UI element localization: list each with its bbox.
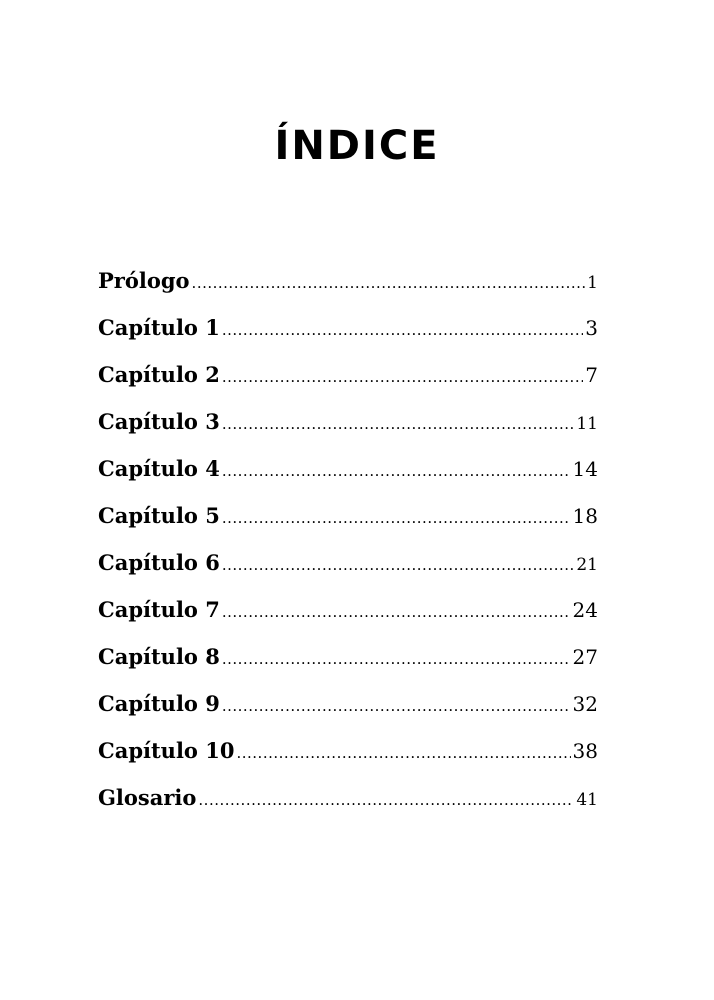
toc-entry-label: Glosario: [98, 785, 197, 810]
table-of-contents: [98, 268, 598, 832]
toc-entry-page: 32: [572, 692, 598, 716]
toc-entry-label: Prólogo: [98, 268, 190, 293]
toc-entry-capitulo-3[interactable]: [98, 409, 598, 456]
toc-entry-label: Capítulo 1: [98, 315, 220, 340]
dot-leader: [222, 509, 571, 527]
toc-entry-capitulo-2[interactable]: [98, 362, 598, 409]
toc-entry-capitulo-9[interactable]: [98, 691, 598, 738]
toc-entry-page: 21: [576, 555, 598, 575]
toc-entry-capitulo-10[interactable]: [98, 738, 598, 785]
toc-entry-page: 41: [576, 790, 598, 810]
toc-entry-page: 7: [585, 363, 598, 387]
toc-entry-capitulo-7[interactable]: [98, 597, 598, 644]
dot-leader: [192, 274, 586, 292]
toc-entry-glosario[interactable]: [98, 785, 598, 832]
dot-leader: [222, 650, 571, 668]
toc-entry-label: Capítulo 7: [98, 597, 220, 622]
toc-entry-page: 14: [572, 457, 598, 481]
dot-leader: [198, 791, 574, 809]
toc-entry-label: Capítulo 4: [98, 456, 220, 481]
toc-entry-label: Capítulo 3: [98, 409, 220, 434]
toc-entry-page: 38: [572, 739, 598, 763]
toc-entry-page: 3: [585, 316, 598, 340]
toc-entry-prologo[interactable]: [98, 268, 598, 315]
toc-entry-page: 24: [572, 598, 598, 622]
dot-leader: [222, 697, 571, 715]
toc-entry-label: Capítulo 9: [98, 691, 220, 716]
toc-entry-page: 1: [587, 273, 598, 293]
dot-leader: [222, 462, 571, 480]
toc-entry-label: Capítulo 8: [98, 644, 220, 669]
toc-entry-capitulo-4[interactable]: [98, 456, 598, 503]
toc-entry-capitulo-1[interactable]: [98, 315, 598, 362]
toc-entry-page: 27: [572, 645, 598, 669]
toc-entry-page: 11: [576, 414, 598, 434]
toc-entry-label: Capítulo 10: [98, 738, 235, 763]
dot-leader: [236, 744, 570, 762]
toc-entry-capitulo-5[interactable]: [98, 503, 598, 550]
dot-leader: [222, 556, 575, 574]
toc-entry-capitulo-6[interactable]: [98, 550, 598, 597]
page-title: ÍNDICE: [274, 123, 440, 169]
toc-entry-capitulo-8[interactable]: [98, 644, 598, 691]
toc-entry-label: Capítulo 5: [98, 503, 220, 528]
dot-leader: [222, 603, 571, 621]
toc-entry-page: 18: [572, 504, 598, 528]
toc-entry-label: Capítulo 2: [98, 362, 220, 387]
toc-entry-label: Capítulo 6: [98, 550, 220, 575]
dot-leader: [222, 415, 575, 433]
dot-leader: [222, 321, 583, 339]
dot-leader: [222, 368, 583, 386]
